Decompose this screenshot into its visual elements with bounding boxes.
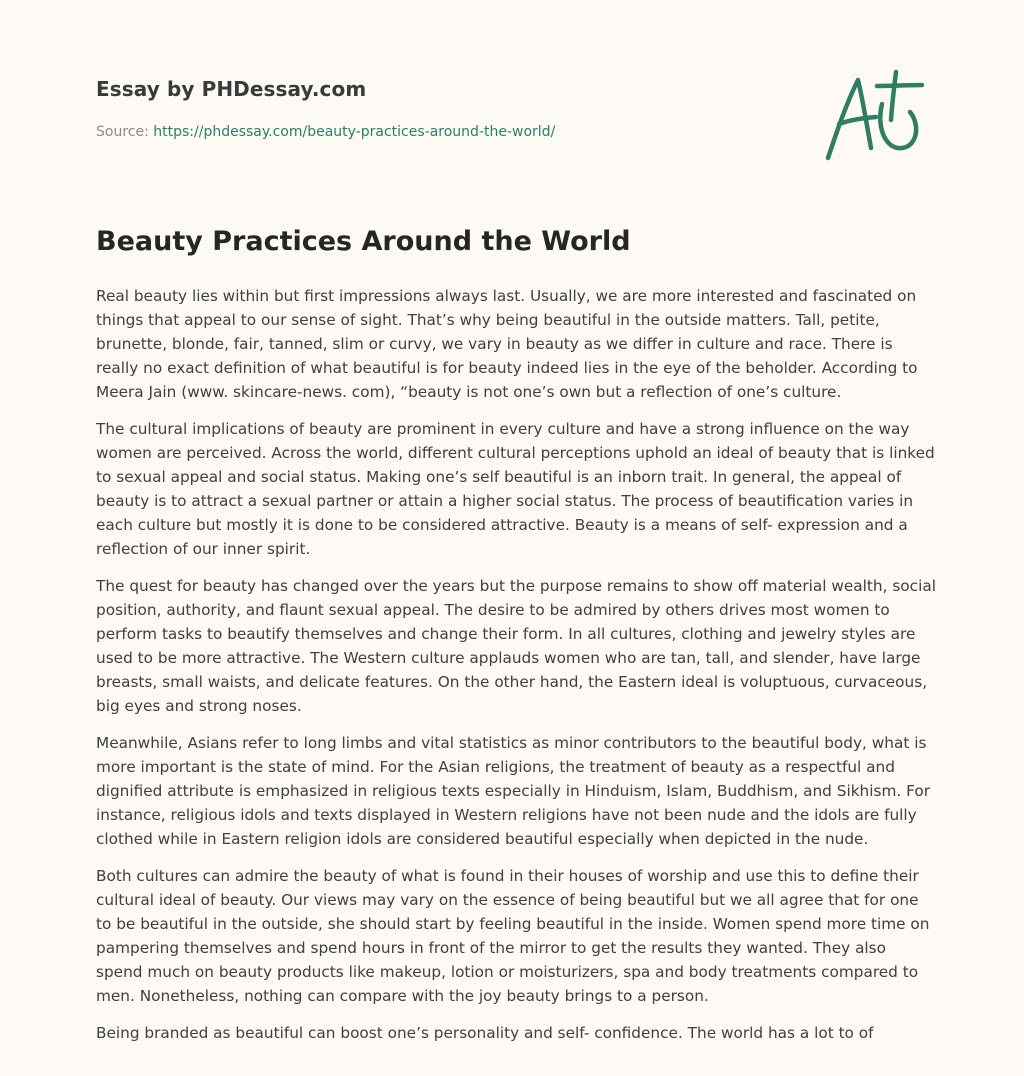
paragraph: The cultural implications of beauty are prominent in every culture and have a strong influence on the way women are perceived. Across the world, different cultural perceptions uphold an ideal of beauty that is linked to sexual appeal and social status. Making one’s self beautiful is an inborn trait. In general, the appeal of beauty is to attract a sexual partner or attain a higher social status. The process of beautification varies in each culture but mostly it is done to be considered attractive. Beauty is a means of self- expression and a reflection of our inner spirit.	[96, 420, 935, 558]
paragraph: The quest for beauty has changed over the years but the purpose remains to show off material wealth, social position, authority, and flaunt sexual appeal. The desire to be admired by others drives most women to perform tasks to beautify themselves and change their form. In all cultures, clothing and jewelry styles are used to be more attractive. The Western culture applauds women who are tan, tall, and slender, have large breasts, small waists, and delicate features. On the other hand, the Eastern ideal is voluptuous, curvaceous, big eyes and strong noses.	[96, 577, 936, 715]
paragraph: Both cultures can admire the beauty of what is found in their houses of worship and use this to define their cultural ideal of beauty. Our views may vary on the essence of being beautiful but we all agree that for one to be beautiful in the outside, she should start by feeling beautiful in the inside. Women spend more time on pampering themselves and spend hours in front of the mirror to get the results they wanted. They also spend much on beauty products like makeup, lotion or moisturizers, spa and body treatments compared to men. Nonetheless, nothing can compare with the joy beauty brings to a person.	[96, 867, 930, 1005]
paragraph: Real beauty lies within but first impressions always last. Usually, we are more interested and fascinated on things that appeal to our sense of sight. That’s why being beautiful in the outside matters. Tall, petite, brunette, blonde, fair, tanned, slim or curvy, we vary in beauty as we differ in culture and race. There is really no exact definition of what beautiful is for beauty indeed lies in the eye of the beholder. According to Meera Jain (www. skincare-news. com), “beauty is not one’s own but a reflection of one’s culture.	[96, 287, 918, 401]
article-title: Beauty Practices Around the World	[96, 226, 631, 257]
site-brand: Essay by PHDessay.com	[96, 77, 367, 101]
a-plus-grade-icon	[822, 68, 926, 164]
paragraph: Being branded as beautiful can boost one’s personality and self- confidence. The world has a lot to of	[96, 1024, 874, 1042]
article-body	[96, 284, 936, 1058]
source-line	[96, 124, 555, 140]
source-link[interactable]: https://phdessay.com/beauty-practices-around-the-world/	[153, 124, 556, 140]
paragraph: Meanwhile, Asians refer to long limbs and vital statistics as minor contributors to the beautiful body, what is more important is the state of mind. For the Asian religions, the treatment of beauty as a respectful and dignified attribute is emphasized in religious texts especially in Hinduism, Islam, Buddhism, and Sikhism. For instance, religious idols and texts displayed in Western religions have not been nude and the idols are fully clothed while in Eastern religion idols are considered beautiful especially when depicted in the nude.	[96, 734, 931, 848]
source-label: Source:	[96, 124, 154, 140]
